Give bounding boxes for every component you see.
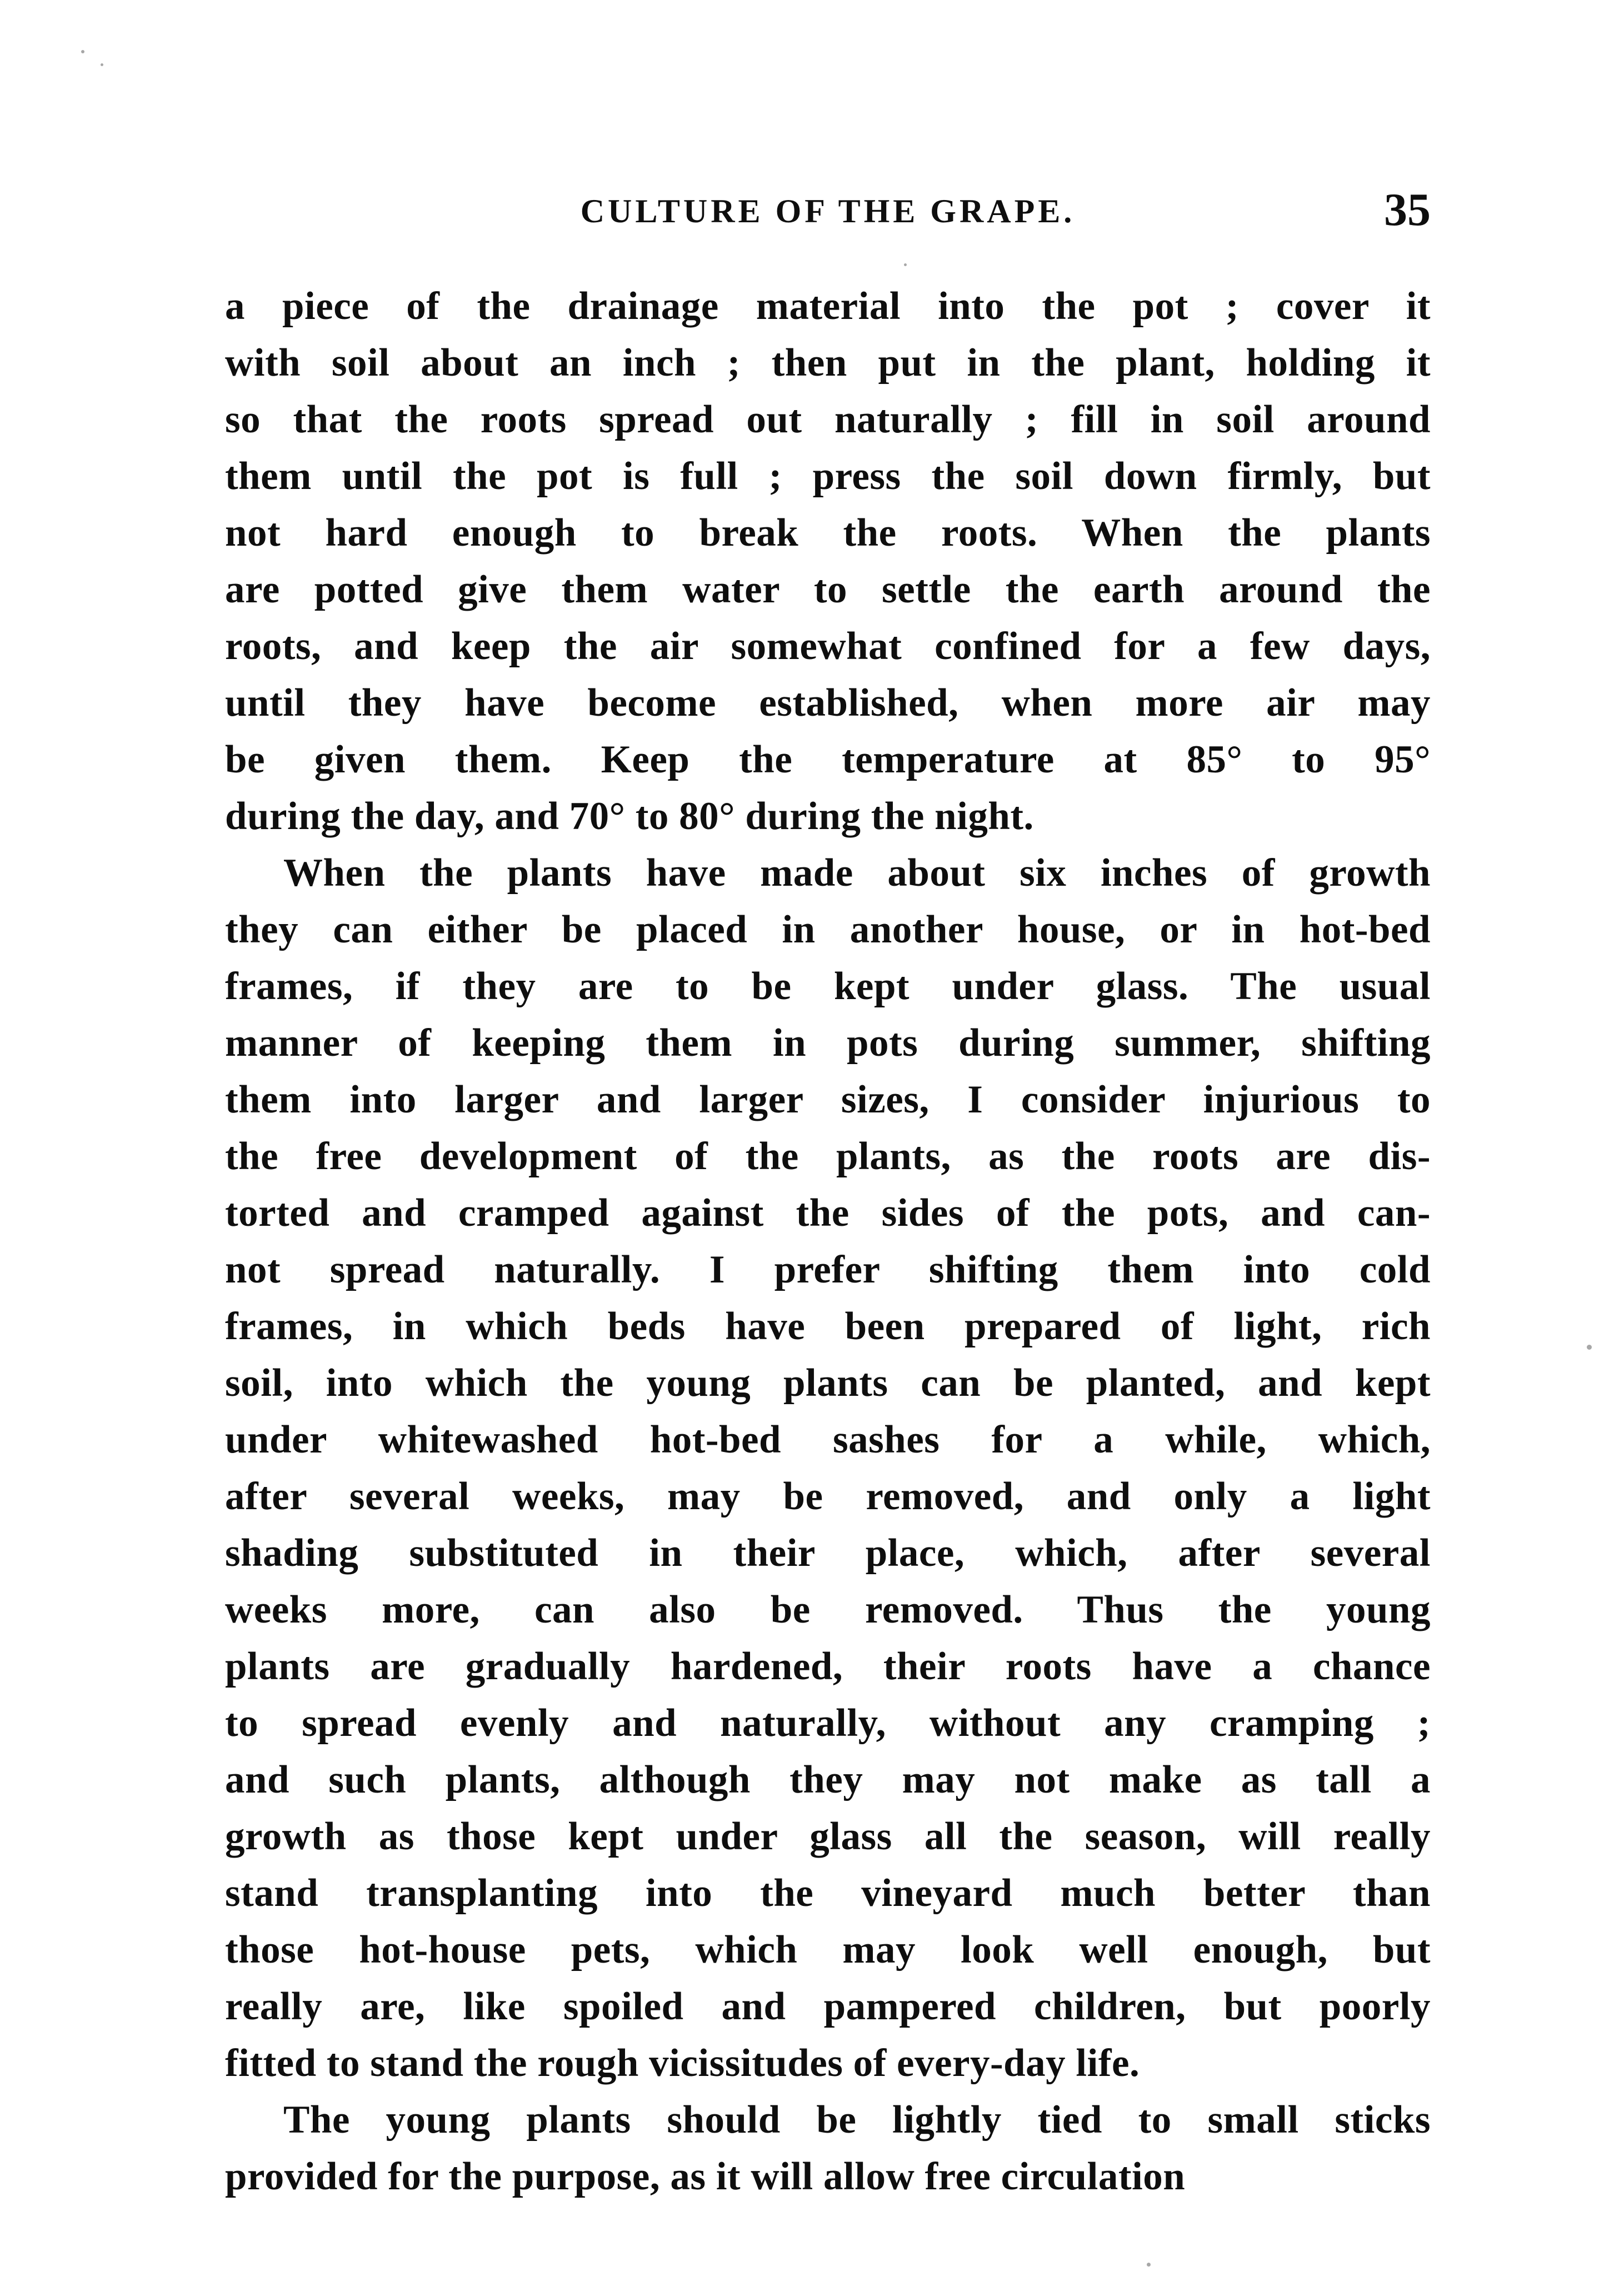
text-line: with soil about an inch ; then put in the plant, holding it (225, 341, 1431, 385)
text-line: until they have become established, when more air may (225, 681, 1431, 725)
text-line: When the plants have made about six inches of growth (283, 851, 1431, 895)
text-line: them into larger and larger sizes, I consider injurious to (225, 1078, 1431, 1121)
scan-speck (1147, 2263, 1151, 2267)
text-line: and such plants, although they may not make as tall a (225, 1758, 1431, 1801)
running-title: CULTURE OF THE GRAPE. (580, 193, 1076, 229)
text-line: torted and cramped against the sides of the pots, and can- (225, 1191, 1431, 1235)
text-line: the free development of the plants, as the roots are dis- (225, 1135, 1431, 1178)
text-line: under whitewashed hot-bed sashes for a while, which, (225, 1418, 1431, 1461)
page-number: 35 (1384, 184, 1431, 236)
text-line: weeks more, can also be removed. Thus the young (225, 1588, 1431, 1631)
text-line: provided for the purpose, as it will allow free circulation (225, 2155, 1186, 2198)
text-line: shading substituted in their place, which, after several (225, 1531, 1431, 1575)
text-line: stand transplanting into the vineyard much better than (225, 1871, 1431, 1915)
text-line: plants are gradually hardened, their roots have a chance (225, 1645, 1431, 1688)
text-line: after several weeks, may be removed, and only a light (225, 1475, 1431, 1518)
text-line: The young plants should be lightly tied to small sticks (283, 2098, 1431, 2142)
scan-speck (904, 263, 907, 266)
text-line: growth as those kept under glass all the season, will really (225, 1815, 1431, 1858)
text-line: not hard enough to break the roots. When the plants (225, 511, 1431, 555)
text-line: be given them. Keep the temperature at 85° to 95° (225, 738, 1431, 781)
scan-speck (101, 63, 103, 66)
page-body (225, 278, 1431, 2205)
text-line: they can either be placed in another house, or in hot-bed (225, 908, 1431, 951)
text-line: them until the pot is full ; press the soil down firmly, but (225, 455, 1431, 498)
text-line: are potted give them water to settle the earth around the (225, 568, 1431, 611)
text-line: frames, if they are to be kept under glass. The usual (225, 965, 1431, 1008)
text-line: soil, into which the young plants can be planted, and kept (225, 1361, 1431, 1405)
text-line: during the day, and 70° to 80° during the night. (225, 795, 1034, 838)
text-line: to spread evenly and naturally, without any cramping ; (225, 1701, 1431, 1745)
text-line: manner of keeping them in pots during summer, shifting (225, 1021, 1431, 1065)
text-line: those hot-house pets, which may look well enough, but (225, 1928, 1431, 1971)
scan-speck (1587, 1345, 1592, 1350)
scan-speck (81, 50, 84, 53)
text-line: a piece of the drainage material into the pot ; cover it (225, 284, 1431, 328)
text-line: roots, and keep the air somewhat confined for a few days, (225, 625, 1431, 668)
text-line: really are, like spoiled and pampered children, but poorly (225, 1985, 1431, 2028)
text-line: not spread naturally. I prefer shifting them into cold (225, 1248, 1431, 1291)
text-line: frames, in which beds have been prepared of light, rich (225, 1305, 1431, 1348)
text-line: so that the roots spread out naturally ; fill in soil around (225, 398, 1431, 441)
text-line: fitted to stand the rough vicissitudes of every-day life. (225, 2042, 1140, 2085)
